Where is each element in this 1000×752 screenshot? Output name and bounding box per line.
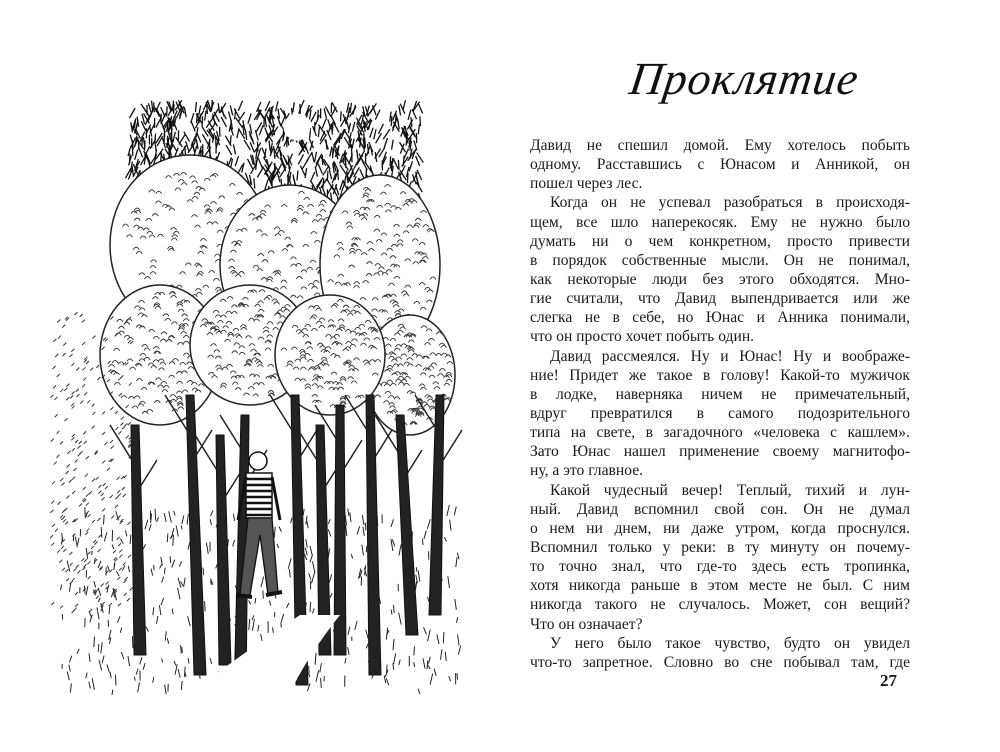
text-line: Давид не спешил домой. Ему хотелось побыть	[530, 137, 910, 154]
text-line: то точно знал, что где-то здесь есть тропинка,	[530, 558, 910, 576]
text-line: Когда он не успевал разобраться в происходя-	[550, 194, 910, 212]
text-line: что он просто хочет побыть один.	[530, 328, 755, 346]
text-line: в лодке, наверняка ничем не примечательный,	[530, 385, 910, 403]
chapter-title: Проклятие	[626, 53, 863, 104]
text-line: Какой чудесный вечер! Теплый, тихий и лун-	[550, 481, 910, 499]
moon-icon	[284, 114, 310, 140]
text-line: как некоторые люди без этого обходятся. Мно-	[530, 270, 910, 288]
text-line: ние! Придет же такое в голову! Какой-то мужичок	[530, 366, 910, 384]
text-line: о нем ни днем, ни даже утром, когда проснулся.	[530, 519, 910, 537]
text-line: Вспомнил только у реки: в ту минуту он почему-	[530, 538, 910, 556]
text-line: хотя никогда раньше в этом месте не был. С ним	[530, 577, 910, 595]
text-line: Зато Юнас нашел применение своему магнитофо-	[530, 443, 910, 461]
text-line: Что он означает?	[530, 615, 643, 633]
boy-head	[249, 452, 267, 470]
forest-illustration	[40, 95, 480, 715]
text-line: Давид рассмеялся. Ну и Юнас! Ну и воображе-	[550, 347, 910, 365]
tree-trunk	[366, 395, 381, 675]
text-line: гие считали, что Давид выпендривается или же	[530, 290, 910, 308]
body-text	[530, 136, 910, 672]
page-number: 27	[880, 671, 897, 690]
text-line: что-то запретное. Словно во сне побывал там, где	[530, 653, 910, 671]
text-line: типа на свете, в загадочного «человека с кашлем».	[530, 424, 910, 442]
text-line: никогда такого не случалось. Может, сон вещий?	[530, 596, 910, 614]
text-line: одному. Расставшись с Юнасом и Анникой, он	[530, 156, 910, 174]
tree-trunk	[396, 415, 418, 635]
text-line: думать ни о чем конкретном, просто привести	[530, 232, 910, 250]
text-line: ну, а это главное.	[530, 462, 644, 480]
text-line: У него было такое чувство, будто он увидел	[550, 634, 910, 652]
text-line: в порядок собственные мысли. Он не понимал,	[530, 251, 910, 269]
tree-trunk	[216, 435, 231, 665]
text-line: ный. Давид вспомнил свой сон. Он не думал	[530, 500, 910, 518]
text-line: слегка не в себе, но Юнас и Анника понимали,	[530, 309, 910, 327]
text-line: вдруг превратился в самого подозрительного	[530, 404, 910, 422]
text-line: пошел через лес.	[530, 175, 643, 193]
text-line: щем, все шло наперекосяк. Ему не нужно было	[530, 213, 910, 231]
forest-path	[160, 615, 340, 715]
